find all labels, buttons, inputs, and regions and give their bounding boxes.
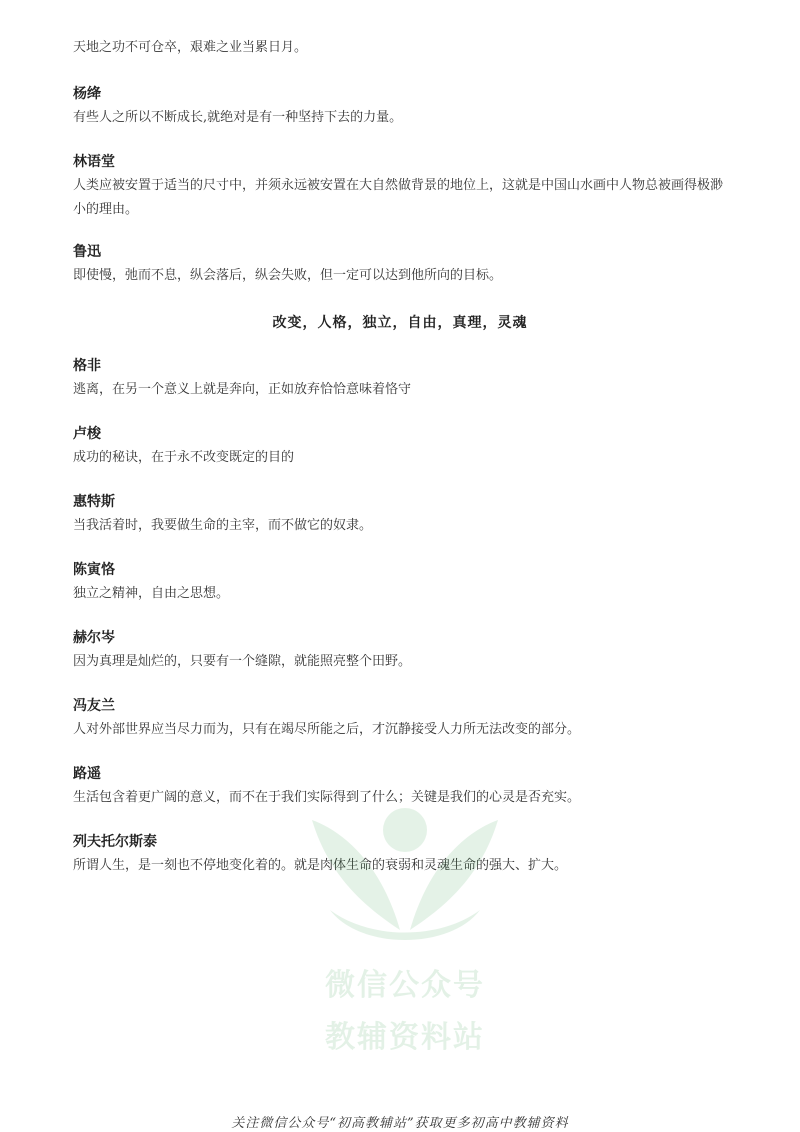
quote-text: 即使慢，弛而不息，纵会落后，纵会失败，但一定可以达到他所向的目标。: [73, 268, 503, 283]
watermark-line-2: 教辅资料站: [325, 1020, 485, 1055]
quote-author: 列夫托尔斯泰: [73, 834, 157, 850]
quote-text: 逃离，在另一个意义上就是奔向，正如放弃恰恰意味着恪守: [73, 382, 412, 397]
section-title: 改变，人格，独立，自由，真理，灵魂: [272, 315, 528, 331]
quote-author: 冯友兰: [73, 698, 115, 714]
quote-author: 林语堂: [73, 154, 115, 170]
watermark: [300, 790, 510, 1060]
footer-note: 关注微信公众号“初高教辅站”获取更多初高中教辅资料: [231, 1116, 569, 1131]
quote-author: 杨绛: [73, 86, 101, 102]
quote-text: 独立之精神，自由之思想。: [73, 586, 230, 601]
quote-author: 陈寅恪: [73, 562, 115, 578]
quote-text: 生活包含着更广阔的意义，而不在于我们实际得到了什么；关键是我们的心灵是否充实。: [73, 790, 581, 805]
quote-text: 人类应被安置于适当的尺寸中，并须永远被安置在大自然做背景的地位上，这就是中国山水画中人物总被画得极渺小的理由。: [73, 178, 724, 217]
quote-author: 卢梭: [73, 426, 101, 442]
quote-text: 人对外部世界应当尽力而为，只有在竭尽所能之后，才沉静接受人力所无法改变的部分。: [73, 722, 581, 737]
intro-line: 天地之功不可仓卒，艰难之业当累日月。: [73, 40, 308, 55]
quote-author: 鲁迅: [73, 244, 101, 260]
quote-author: 惠特斯: [73, 494, 115, 510]
watermark-line-1: 微信公众号: [325, 968, 485, 1003]
quote-text: 所谓人生，是一刻也不停地变化着的。就是肉体生命的衰弱和灵魂生命的强大、扩大。: [73, 858, 568, 873]
quote-text: 当我活着时，我要做生命的主宰，而不做它的奴隶。: [73, 518, 373, 533]
quote-author: 路遥: [73, 766, 101, 782]
quote-text: 成功的秘诀，在于永不改变既定的目的: [73, 450, 295, 465]
quote-text: 有些人之所以不断成长,就绝对是有一种坚持下去的力量。: [73, 110, 403, 125]
quote-author: 赫尔岑: [73, 630, 115, 646]
quote-author: 格非: [73, 358, 101, 374]
quote-text: 因为真理是灿烂的，只要有一个缝隙，就能照亮整个田野。: [73, 654, 412, 669]
